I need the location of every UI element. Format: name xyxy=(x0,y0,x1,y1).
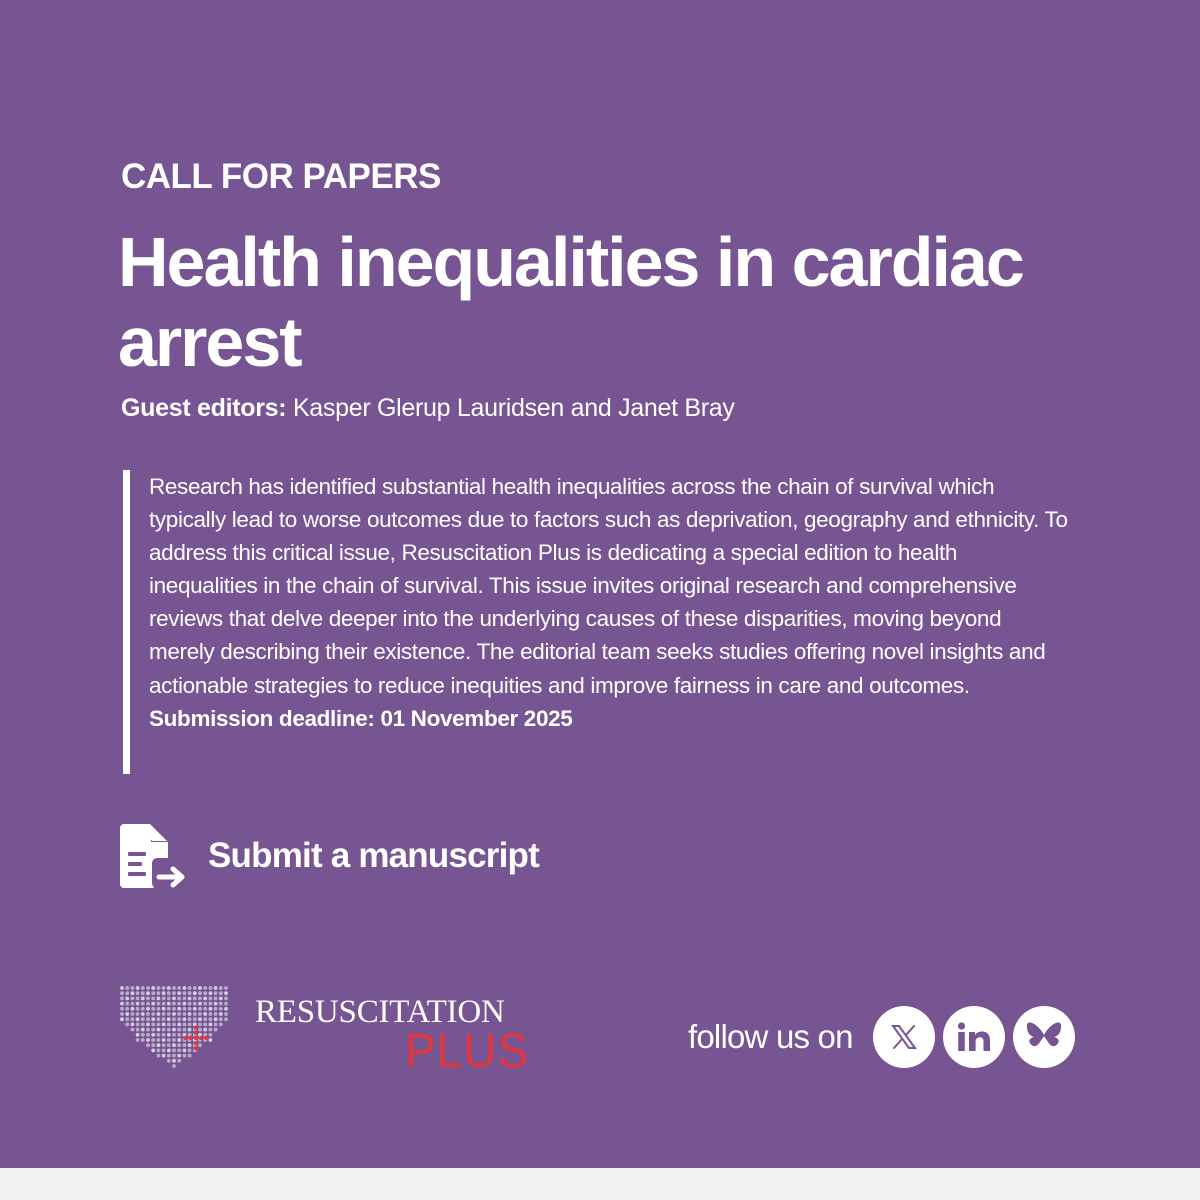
x-link[interactable] xyxy=(873,1006,935,1068)
bluesky-link[interactable] xyxy=(1013,1006,1075,1068)
eyebrow-label: CALL FOR PAPERS xyxy=(121,157,441,196)
document-submit-icon xyxy=(120,824,186,888)
follow-us-label: follow us on xyxy=(688,1018,853,1055)
social-follow xyxy=(688,1006,1083,1068)
linkedin-icon xyxy=(957,1022,991,1052)
submit-manuscript-label: Submit a manuscript xyxy=(208,836,539,875)
dotted-heart-plus-logo xyxy=(118,980,230,1080)
submission-deadline: Submission deadline: 01 November 2025 xyxy=(149,705,573,731)
guest-editors-names: Kasper Glerup Lauridsen and Janet Bray xyxy=(292,394,735,422)
submit-manuscript-button[interactable] xyxy=(120,824,539,888)
logo-wordmark-plus: PLUS xyxy=(405,1023,530,1078)
poster-title: Health inequalities in cardiac arrest xyxy=(118,223,1023,381)
bluesky-icon xyxy=(1026,1021,1062,1053)
resuscitation-plus-logo xyxy=(118,980,538,1080)
abstract-body: Research has identified substantial health inequalities across the chain of survival which typically lead to worse outcomes due to factors such as deprivation, geography and ethnicity. To address this critical issue, Resuscitation Plus is dedicating a special edition to health inequalities in the chain of survival. This issue invites original research and comprehensive reviews that delve deeper into the underlying causes of these disparities, moving beyond merely describing their existence. The editorial team seeks studies offering novel insights and actionable strategies to reduce inequities and improve fairness in care and outcomes. xyxy=(149,474,1068,698)
logo-wordmark-resuscitation: RESUSCITATION xyxy=(255,994,505,1030)
linkedin-link[interactable] xyxy=(943,1006,1005,1068)
guest-editors xyxy=(121,391,735,425)
guest-editors-label: Guest editors: xyxy=(121,394,287,422)
x-icon xyxy=(890,1023,918,1051)
abstract-text xyxy=(130,470,1070,735)
abstract-block xyxy=(123,470,1070,774)
